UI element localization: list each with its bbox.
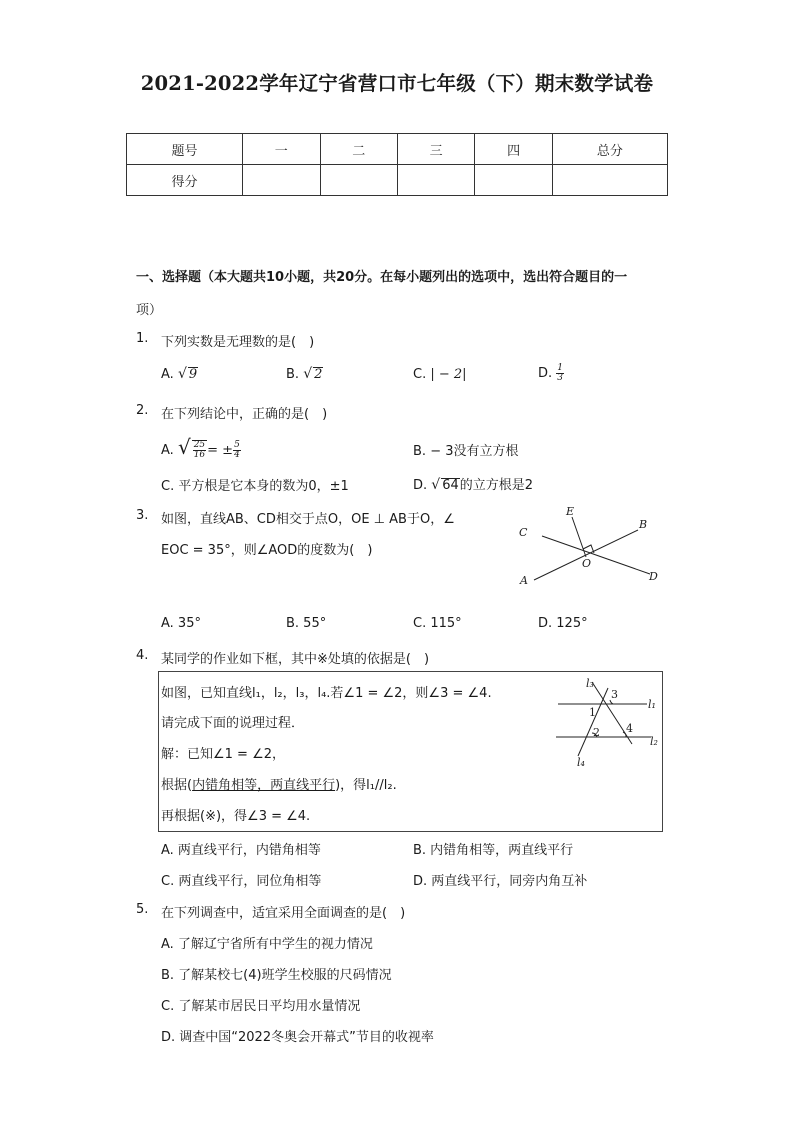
score-cell[interactable] [320, 165, 397, 196]
score-table-header-row [127, 134, 668, 165]
label-angle-1: 1 [589, 706, 596, 719]
score-header-cell: 二 [320, 134, 397, 165]
section-heading: 一、选择题（本大题共10小题，共20分。在每小题列出的选项中，选出符合题目的一 [136, 270, 628, 285]
q5-number: 5. [136, 902, 149, 917]
q2-b-label: B. [413, 444, 427, 459]
q4-option-c[interactable]: C. 两直线平行，同位角相等 [161, 874, 322, 889]
label-d: D [649, 570, 658, 583]
score-cell[interactable] [475, 165, 552, 196]
score-header-cell: 总分 [552, 134, 667, 165]
score-table [126, 133, 668, 196]
q5-stem: 在下列调查中，适宜采用全面调查的是( ) [161, 906, 406, 921]
q4-number: 4. [136, 648, 149, 663]
q4-line4-pre: 根据( [161, 778, 193, 793]
q2-option-a[interactable]: A. √ $\frac{25}{16}$ = ± $\frac{5}{4}$ [161, 435, 240, 460]
score-cell[interactable] [552, 165, 667, 196]
score-cell[interactable] [397, 165, 474, 196]
q5-option-b[interactable]: B. 了解某校七(4)班学生校服的尺码情况 [161, 968, 392, 983]
q1-d-fraction: $\frac{1}{3}$ [557, 363, 564, 383]
q5-option-c[interactable]: C. 了解某市居民日平均用水量情况 [161, 999, 361, 1014]
q1-option-a[interactable]: A. √ 9 [161, 366, 198, 382]
label-angle-4: 4 [626, 722, 633, 735]
q3-option-c[interactable]: C. 115° [413, 616, 462, 631]
q4-line4-post: )，得l₁//l₂. [335, 778, 397, 793]
q2-option-c[interactable] [161, 475, 349, 494]
label-angle-2: 2 [593, 726, 600, 739]
label-l1: l₁ [648, 698, 656, 711]
q2-d-label: D. [413, 478, 428, 493]
q1-stem: 下列实数是无理数的是( ) [161, 335, 315, 350]
q3-stem-line1: 如图，直线AB、CD相交于点O，OE ⊥ AB于O，∠ [161, 512, 455, 527]
q1-number: 1. [136, 331, 149, 346]
q1-b-radicand: 2 [314, 367, 323, 382]
q3-option-d[interactable]: D. 125° [538, 616, 588, 631]
q2-d-radicand: 64 [442, 478, 459, 493]
section-heading-cont: 项） [136, 303, 163, 318]
label-b: B [639, 518, 648, 531]
line-oe [572, 517, 586, 557]
q5-option-a[interactable]: A. 了解辽宁省所有中学生的视力情况 [161, 937, 373, 952]
score-table-score-row [127, 165, 668, 196]
label-o: O [582, 557, 592, 570]
label-e: E [566, 505, 575, 518]
q4-option-a[interactable]: A. 两直线平行，内错角相等 [161, 843, 321, 858]
q2-a-eq: = ± [207, 443, 234, 458]
q2-option-d[interactable]: D. √ 64的立方根是2 [413, 477, 534, 493]
line-l4 [578, 688, 608, 756]
score-row-label: 得分 [127, 165, 243, 196]
label-angle-3: 3 [611, 688, 618, 701]
label-l2: l₂ [650, 735, 658, 748]
q1-a-label: A. [161, 367, 174, 382]
q1-d-label: D. [538, 366, 553, 381]
q2-c-text: 平方根是它本身的数为0，±1 [178, 479, 349, 494]
label-a: A [520, 574, 528, 587]
q4-option-d[interactable]: D. 两直线平行，同旁内角互补 [413, 874, 588, 889]
q2-a-label: A. [161, 443, 174, 458]
label-l3: l₃ [586, 677, 594, 690]
q1-a-radicand: 9 [188, 367, 198, 382]
q2-stem: 在下列结论中，正确的是( ) [161, 407, 328, 422]
q3-stem-line2: EOC = 35°，则∠AOD的度数为( ) [161, 543, 373, 558]
q5-option-d[interactable]: D. 调查中国“2022冬奥会开幕式”节目的收视率 [161, 1030, 434, 1045]
q1-option-b[interactable]: B. √ 2 [286, 366, 323, 382]
q2-c-label: C. [161, 479, 175, 494]
label-l4: l₄ [577, 756, 585, 769]
q2-option-b[interactable] [413, 440, 519, 459]
label-c: C [519, 526, 528, 539]
q3-option-a[interactable]: A. 35° [161, 616, 201, 631]
q4-box-line4 [161, 774, 397, 793]
score-header-cell: 三 [397, 134, 474, 165]
q2-number: 2. [136, 403, 149, 418]
q3-number: 3. [136, 508, 149, 523]
score-header-cell: 四 [475, 134, 552, 165]
q4-box-line1: 如图，已知直线l₁，l₂，l₃，l₄.若∠1 = ∠2，则∠3 = ∠4. [161, 686, 492, 701]
q1-c-text: | − 2| [430, 367, 467, 382]
q2-d-text: 的立方根是2 [459, 478, 534, 493]
q4-box-line5: 再根据(※)，得∠3 = ∠4. [161, 809, 311, 824]
q4-figure [552, 674, 658, 770]
q1-option-c[interactable] [413, 367, 467, 382]
q1-c-label: C. [413, 367, 427, 382]
q4-box-line3: 解：已知∠1 = ∠2， [161, 747, 286, 762]
score-header-cell: 题号 [127, 134, 243, 165]
q4-line4-underlined: 内错角相等，两直线平行 [192, 778, 336, 793]
q4-box-line2: 请完成下面的说理过程． [161, 716, 305, 731]
q3-figure [510, 500, 670, 595]
q1-b-label: B. [286, 367, 300, 382]
score-cell[interactable] [243, 165, 320, 196]
line-ab [534, 530, 638, 580]
score-header-cell: 一 [243, 134, 320, 165]
q2-b-text: − 3没有立方根 [430, 444, 519, 459]
exam-title: 2021-2022学年辽宁省营口市七年级（下）期末数学试卷 [140, 72, 654, 95]
q4-stem: 某同学的作业如下框，其中※处填的依据是( ) [161, 652, 430, 667]
q4-option-b[interactable]: B. 内错角相等，两直线平行 [413, 843, 574, 858]
q3-option-b[interactable]: B. 55° [286, 616, 327, 631]
q1-option-d[interactable] [538, 364, 564, 383]
